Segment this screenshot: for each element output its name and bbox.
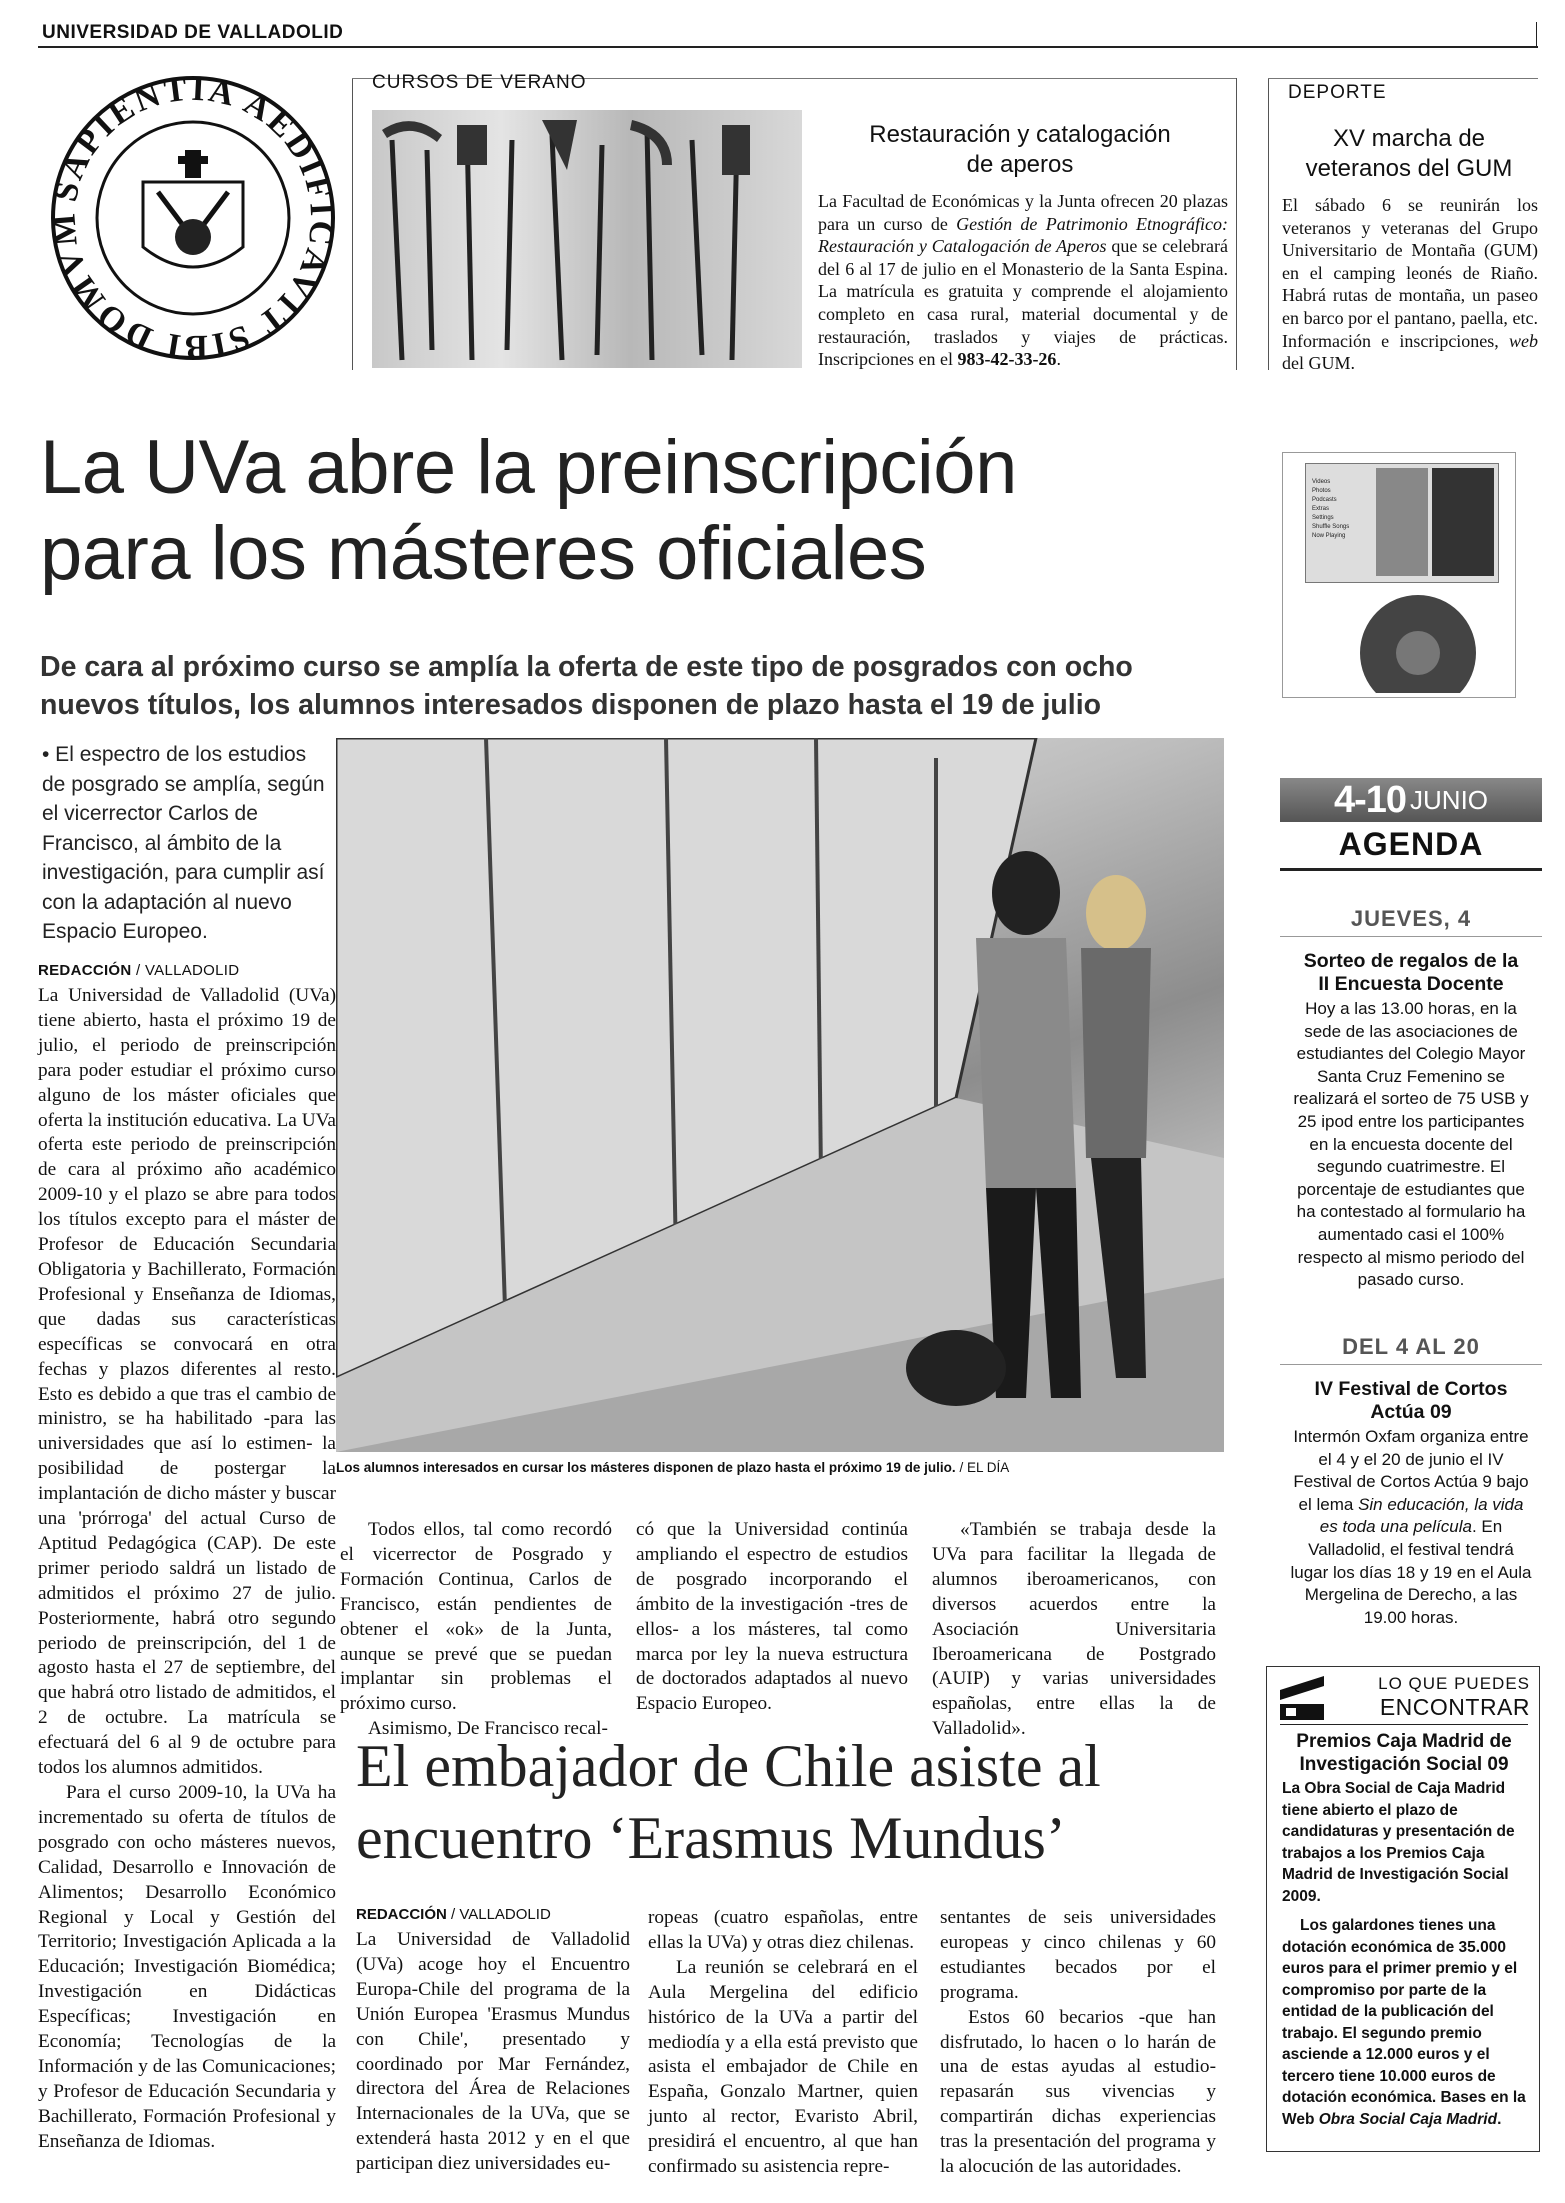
main-subhead-line1: De cara al próximo curso se amplía la oferta de este tipo de posgrados con ocho	[40, 651, 1133, 683]
university-seal	[48, 72, 338, 364]
cursos-left-rule	[352, 78, 353, 370]
deporte-left-rule	[1268, 78, 1269, 370]
main-column-1	[38, 984, 336, 2155]
agenda-day2: DEL 4 AL 20	[1342, 1334, 1480, 1359]
deporte-title-line1: XV marcha de	[1332, 125, 1486, 152]
cursos-title-line1: Restauración y catalogación	[869, 121, 1171, 148]
second-headline	[356, 1730, 1101, 1874]
cursos-right-rule	[1236, 78, 1237, 370]
main-column-4	[932, 1518, 1216, 1742]
tools-image	[372, 110, 802, 368]
seal-icon	[48, 72, 338, 364]
agenda-item2-body: Intermón Oxfam organiza entre el 4 y el 20 de junio el IV Festival de Cortos Actúa 9 bajo el lema Sin educación, la vida es toda una película. En Valladolid, el festival tendrá lugar los días 18 y 19 en el Aula Mergelina de Derecho, a las 19.00 horas.	[1290, 1427, 1532, 1627]
puedes-title: Premios Caja Madrid de Investigación Social 09	[1296, 1731, 1512, 1775]
header-edge	[1536, 22, 1537, 48]
main-headline-line2: para los másteres oficiales	[40, 511, 927, 596]
second-headline-line1: El embajador de Chile asiste al	[356, 1733, 1101, 1799]
svg-text:SAPIENTIA AEDIFICAVIT SIBI DOM: SAPIENTIA AEDIFICAVIT SIBI DOMVM	[48, 72, 338, 364]
album-cover-1	[1376, 468, 1428, 576]
main-headline-line1: La UVa abre la preinscripción	[40, 425, 1017, 510]
main-subhead	[40, 648, 1133, 724]
main-byline: REDACCIÓN / VALLADOLID	[38, 962, 240, 979]
main-col2-p2: Asimismo, De Francisco recal-	[368, 1718, 608, 1740]
puedes-logo	[1280, 1676, 1324, 1720]
main-col1-p1: La Universidad de Valladolid (UVa) tiene abierto, hasta el próximo 19 de julio, el periodo de preinscripción para poder estudiar el próximo curso alguno de los máster oficiales que oferta la institución educativa. La UVa oferta este periodo de preinscripción de cara al próximo año académico 2009-10 y el plazo se abre para todos los títulos excepto para el máster de Profesor de Educación Secundaria Obligatoria y Bachillerato, Formación Profesional y Enseñanza de Idiomas, que dadas sus características específicas se convocará en otra fechas y plazos diferentes al resto. Esto es debido a que tras el cambio de ministro, se ha habilitado -para las universidades que así lo estimen- la posibilidad de postergar la implantación de dicho máster y buscar una 'prórroga' del actual Curso de Aptitud Pedagógica (CAP). De este primer periodo saldrá un listado de admitidos el próximo 27 de julio. Posteriormente, habrá otro segundo periodo de preinscripción, del 1 de agosto hasta el 27 de septiembre, del que habrá otro listado de admitidos, el 2 de octubre. La matrícula se efectuará del 6 al 9 de octubre para todos los alumnos admitidos.	[38, 985, 336, 1779]
second-byline: REDACCIÓN / VALLADOLID	[356, 1906, 551, 1923]
agenda-day1: JUEVES, 4	[1350, 906, 1472, 931]
agenda-item1-title: Sorteo de regalos de la II Encuesta Docente	[1303, 950, 1519, 995]
ipod-clickwheel-icon	[1343, 593, 1493, 693]
second-col3-p2: Estos 60 becarios -que han disfrutado, lo hacen o lo harán de una de estas ayudas al estudio- repasarán sus vivencias y compartirán dichas experiencias tras la presentación del programa y la alocución de las autoridades.	[940, 2006, 1216, 2178]
agenda-item1-body: Hoy a las 13.00 horas, en la sede de las asociaciones de estudiantes del Colegio Mayor Santa Cruz Femenino se realizará el sorteo de 75 USB y 25 ipod entre los participantes en la encuesta docente del segundo cuatrimestre. El porcentaje de estudiantes que ha contestado al formulario ha aumentado casi el 100% respecto al mismo periodo del pasado curso.	[1293, 999, 1529, 1290]
main-subhead-line2: nuevos títulos, los alumnos interesados disponen de plazo hasta el 19 de julio	[40, 689, 1102, 721]
agenda-day2-rule	[1280, 1364, 1542, 1365]
main-column-2	[340, 1518, 612, 1742]
caja-madrid-logo-icon	[1280, 1676, 1324, 1720]
puedes-body	[1282, 1778, 1526, 2130]
second-col2-p1: ropeas (cuatro españolas, entre ellas la UVa) y otras diez chilenas.	[648, 1907, 918, 1953]
agenda-title-rule	[1280, 868, 1542, 871]
cursos-title	[820, 120, 1220, 180]
second-column-1	[356, 1928, 630, 2177]
agenda-month: JUNIO	[1410, 784, 1489, 815]
puedes-p2: Los galardones tienes una dotación económica de 35.000 euros para el primer premio y el compromiso por parte de la entidad de la publicación del trabajo. El segundo premio asciende a 12.000 euros y el tercero tiene 10.000 euros de dotación económica. Bases en la Web Obra Social Caja Madrid.	[1282, 1917, 1526, 2128]
second-column-2	[648, 1906, 918, 2180]
cursos-photo	[372, 110, 802, 368]
deporte-section-label: DEPORTE	[1288, 82, 1387, 103]
deporte-body: El sábado 6 se reunirán los veteranos y veteranas del Grupo Universitario de Montaña (GUM) en el camping leonés de Riaño. Habrá rutas de montaña, un paseo en barco por el pantano, paella, etc. Información e inscripciones, web del GUM.	[1282, 195, 1538, 374]
deporte-top-rule	[1268, 78, 1538, 79]
deporte-title-line2: veteranos del GUM	[1305, 155, 1513, 182]
cursos-phone: 983-42-33-26	[957, 349, 1057, 370]
agenda-day1-rule	[1280, 936, 1542, 937]
second-col3-p1: sentantes de seis universidades europeas y cinco chilenas y 60 estudiantes becados por el programa.	[940, 1907, 1216, 2003]
ipod-menu: Videos Photos Podcasts Extras Settings Shuffle Songs Now Playing	[1312, 479, 1350, 539]
main-col2-p1: Todos ellos, tal como recordó el vicerrector de Posgrado y Formación Continua, Carlos de Francisco, están pendientes de obtener el «ok» de la Junta, aunque se prevé que se puedan implantar sin problemas el próximo curso.	[340, 1519, 612, 1715]
second-headline-line2: encuentro ‘Erasmus Mundus’	[356, 1805, 1066, 1871]
cursos-section-label: CURSOS DE VERANO	[372, 72, 587, 93]
main-col3-p1: có que la Universidad continúa ampliando el espectro de estudios de posgrado incorporando el ámbito de la investigación -tres de ellos- a los másteres, tal como marca por ley la nueva estructura de doctorados adaptados al nuevo Espacio Europeo.	[636, 1519, 908, 1715]
main-col4-p1: «También se trabaja desde la UVa para facilitar la llegada de alumnos iberoamericanos, con diversos acuerdos entre la Asociación Universitaria Iberoamericana de Postgrado (AUIP) y varias universidades españolas, entre ellas la de Valladolid».	[932, 1519, 1216, 1740]
album-cover-2	[1432, 468, 1494, 576]
deporte-title	[1280, 124, 1538, 184]
agenda-item2-title: IV Festival de Cortos Actúa 09	[1314, 1378, 1508, 1423]
ipod-advert	[1282, 452, 1516, 698]
main-photo	[336, 738, 1224, 1452]
main-lead: • El espectro de los estudios de posgrado se amplía, según el vicerrector Carlos de Francisco, al ámbito de la investigación, para cumplir así con la adaptación al nuevo Espacio Europeo.	[42, 743, 325, 943]
ipod-screen	[1305, 463, 1499, 583]
puedes-rule	[1280, 1724, 1528, 1725]
puedes-p1: La Obra Social de Caja Madrid tiene abierto el plazo de candidaturas y presentación de trabajos a los Premios Caja Madrid de Investigación Social 2009.	[1282, 1780, 1515, 1905]
second-column-3	[940, 1906, 1216, 2180]
second-col2-p2: La reunión se celebrará en el Aula Mergelina del edificio histórico de la UVa a partir del mediodía y a ella está previsto que asista el embajador de Chile en España, Gonzalo Martner, quien junto al rector, Evaristo Abril, presidirá el encuentro, al que han confirmado su asistencia repre-	[648, 1956, 918, 2178]
students-photo-image	[336, 738, 1224, 1452]
cursos-title-line2: de aperos	[966, 151, 1074, 178]
header-rule	[38, 46, 1538, 48]
agenda-title: AGENDA	[1338, 826, 1484, 862]
main-column-3	[636, 1518, 908, 1717]
main-photo-caption: Los alumnos interesados en cursar los másteres disponen de plazo hasta el próximo 19 de julio. / EL DÍA	[336, 1460, 1010, 1475]
main-col1-p2: Para el curso 2009-10, la UVa ha incrementado su oferta de títulos de posgrado con ocho másteres nuevos, Calidad, Desarrollo e Innovación de Alimentos; Desarrollo Económico Regional y Local y Gestión del Territorio; Investigación Aplicada a la Educación; Investigación Biomédica; Investigación en Didácticas Específicas; Investigación en Economía; Tecnologías de la Información y de las Comunicaciones; y Profesor de Educación Secundaria y Bachillerato, Formación Profesional y Enseñanza de Idiomas.	[38, 1782, 336, 2152]
agenda-date-bar	[1280, 778, 1542, 822]
cursos-body: La Facultad de Económicas y la Junta ofrecen 20 plazas para un curso de Gestión de Patrimonio Etnográfico: Restauración y Catalogación de Aperos que se celebrará del 6 al 17 de julio en el Monasterio de la Santa Espina. La matrícula es gratuita y comprende el alojamiento completo en casa rural, material documental y de restauración, traslados y viajes de prácticas. Inscripciones en el 983-42-33-26.	[818, 191, 1229, 370]
puedes-label: LO QUE PUEDES ENCONTRAR	[1378, 1674, 1530, 1720]
main-headline	[40, 425, 1017, 597]
second-col1: La Universidad de Valladolid (UVa) acoge hoy el Encuentro Europa-Chile del programa de la Unión Europea 'Erasmus Mundus con Chile', presentado y coordinado por Mar Fernández, directora del Área de Relaciones Internacionales de la UVa, que se extenderá hasta 2012 y en el que participan diez universidades eu-	[356, 1929, 630, 2175]
agenda-dates: 4-10	[1333, 778, 1407, 821]
header-institution: UNIVERSIDAD DE VALLADOLID	[42, 22, 344, 43]
